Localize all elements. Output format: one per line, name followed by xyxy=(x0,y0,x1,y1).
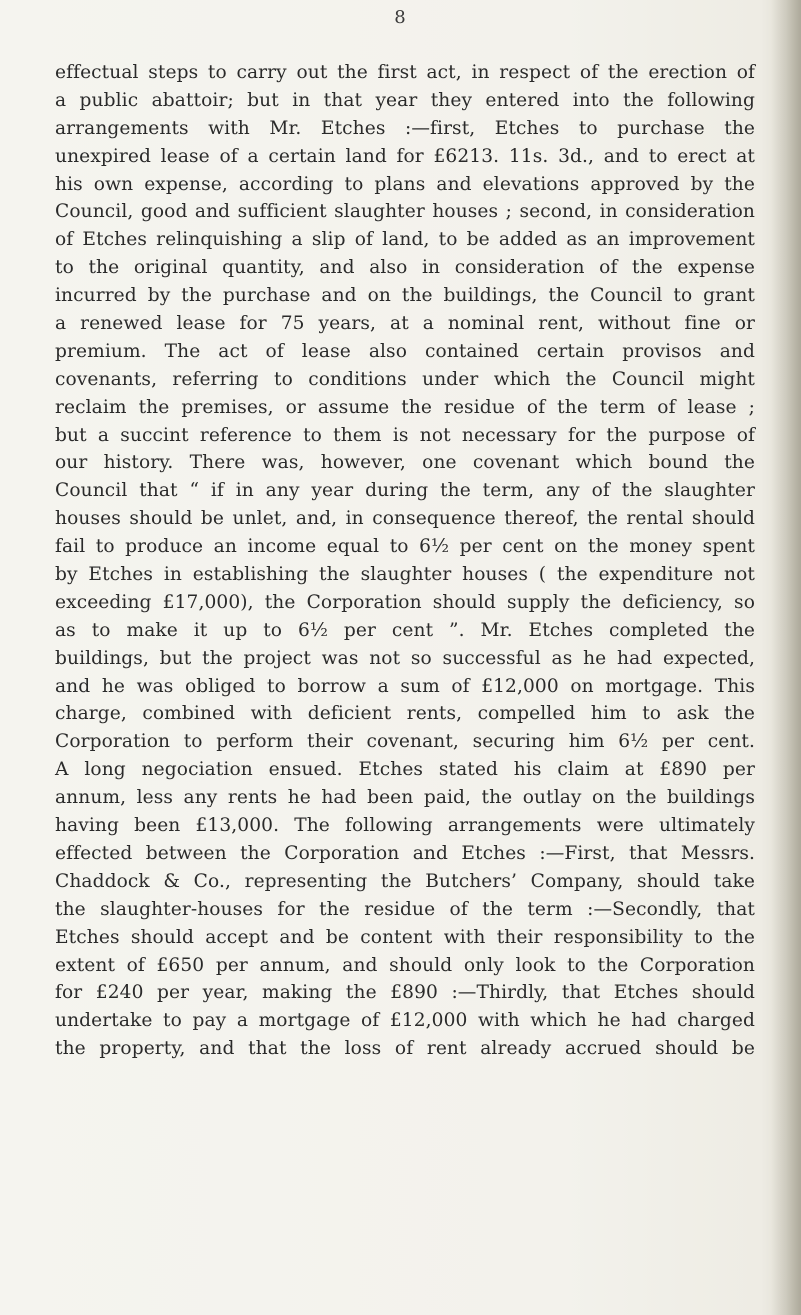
text-line: undertake to pay a mortgage of £12,000 with which he had charged xyxy=(55,1010,755,1032)
text-line: effectual steps to carry out the first act, in respect of the erection of xyxy=(55,62,755,83)
text-line: incurred by the purchase and on the buildings, the Council to grant xyxy=(55,285,755,307)
text-line: of Etches relinquishing a slip of land, to be added as an improvement xyxy=(55,229,755,251)
text-line: effected between the Corporation and Etches :—First, that Messrs. xyxy=(55,842,755,864)
text-line: charge, combined with deficient rents, compelled him to ask the xyxy=(55,703,755,725)
text-line: reclaim the premises, or assume the residue of the term of lease ; xyxy=(55,396,755,418)
text-line: houses should be unlet, and, in consequence thereof, the rental should xyxy=(55,508,755,530)
text-line: and he was obliged to borrow a sum of £12,000 on mortgage. This xyxy=(55,675,755,697)
text-line: unexpired lease of a certain land for £6213. 11s. 3d., and to erect at xyxy=(55,145,755,167)
text-line: Etches should accept and be content with their responsibility to the xyxy=(55,926,755,948)
text-line: having been £13,000. The following arrangements were ultimately xyxy=(55,815,755,837)
text-line: Council, good and sufficient slaughter houses ; second, in consideration xyxy=(55,201,755,223)
text-line: annum, less any rents he had been paid, the outlay on the buildings xyxy=(55,787,755,809)
text-line: Council that “ if in any year during the term, any of the slaughter xyxy=(55,480,755,502)
text-line: fail to produce an income equal to 6½ per cent on the money spent xyxy=(55,536,755,558)
text-line: premium. The act of lease also contained certain provisos and xyxy=(55,340,755,362)
text-line: Chaddock & Co., representing the Butchers’ Company, should take xyxy=(55,870,755,892)
page-edge-shadow xyxy=(771,0,801,1315)
text-line: as to make it up to 6½ per cent ”. Mr. Etches completed the xyxy=(55,619,755,641)
text-line: buildings, but the project was not so successful as he had expected, xyxy=(55,647,755,669)
text-line: but a succint reference to them is not necessary for the purpose of xyxy=(55,424,755,446)
text-line: a renewed lease for 75 years, at a nominal rent, without fine or xyxy=(55,313,755,335)
text-line: our history. There was, however, one covenant which bound the xyxy=(55,452,755,474)
text-line: by Etches in establishing the slaughter houses ( the expenditure not xyxy=(55,564,755,586)
page-number: 8 xyxy=(394,7,407,28)
text-line: Corporation to perform their covenant, securing him 6½ per cent. xyxy=(55,731,755,753)
text-line: for £240 per year, making the £890 :—Thirdly, that Etches should xyxy=(55,982,755,1004)
text-line: to the original quantity, and also in consideration of the expense xyxy=(55,257,755,279)
text-line: the property, and that the loss of rent already accrued should be xyxy=(55,1038,755,1060)
text-line: his own expense, according to plans and elevations approved by the xyxy=(55,173,755,195)
text-line: extent of £650 per annum, and should only look to the Corporation xyxy=(55,954,755,976)
text-line: exceeding £17,000), the Corporation should supply the deficiency, so xyxy=(55,591,755,613)
text-line: a public abattoir; but in that year they entered into the following xyxy=(55,89,755,111)
text-line: the slaughter-houses for the residue of the term :—Secondly, that xyxy=(55,898,755,920)
text-line: arrangements with Mr. Etches :—first, Etches to purchase the xyxy=(55,117,755,139)
text-line: covenants, referring to conditions under which the Council might xyxy=(55,368,755,390)
text-line: A long negociation ensued. Etches stated his claim at £890 per xyxy=(55,759,755,781)
body-paragraph xyxy=(55,59,755,1063)
